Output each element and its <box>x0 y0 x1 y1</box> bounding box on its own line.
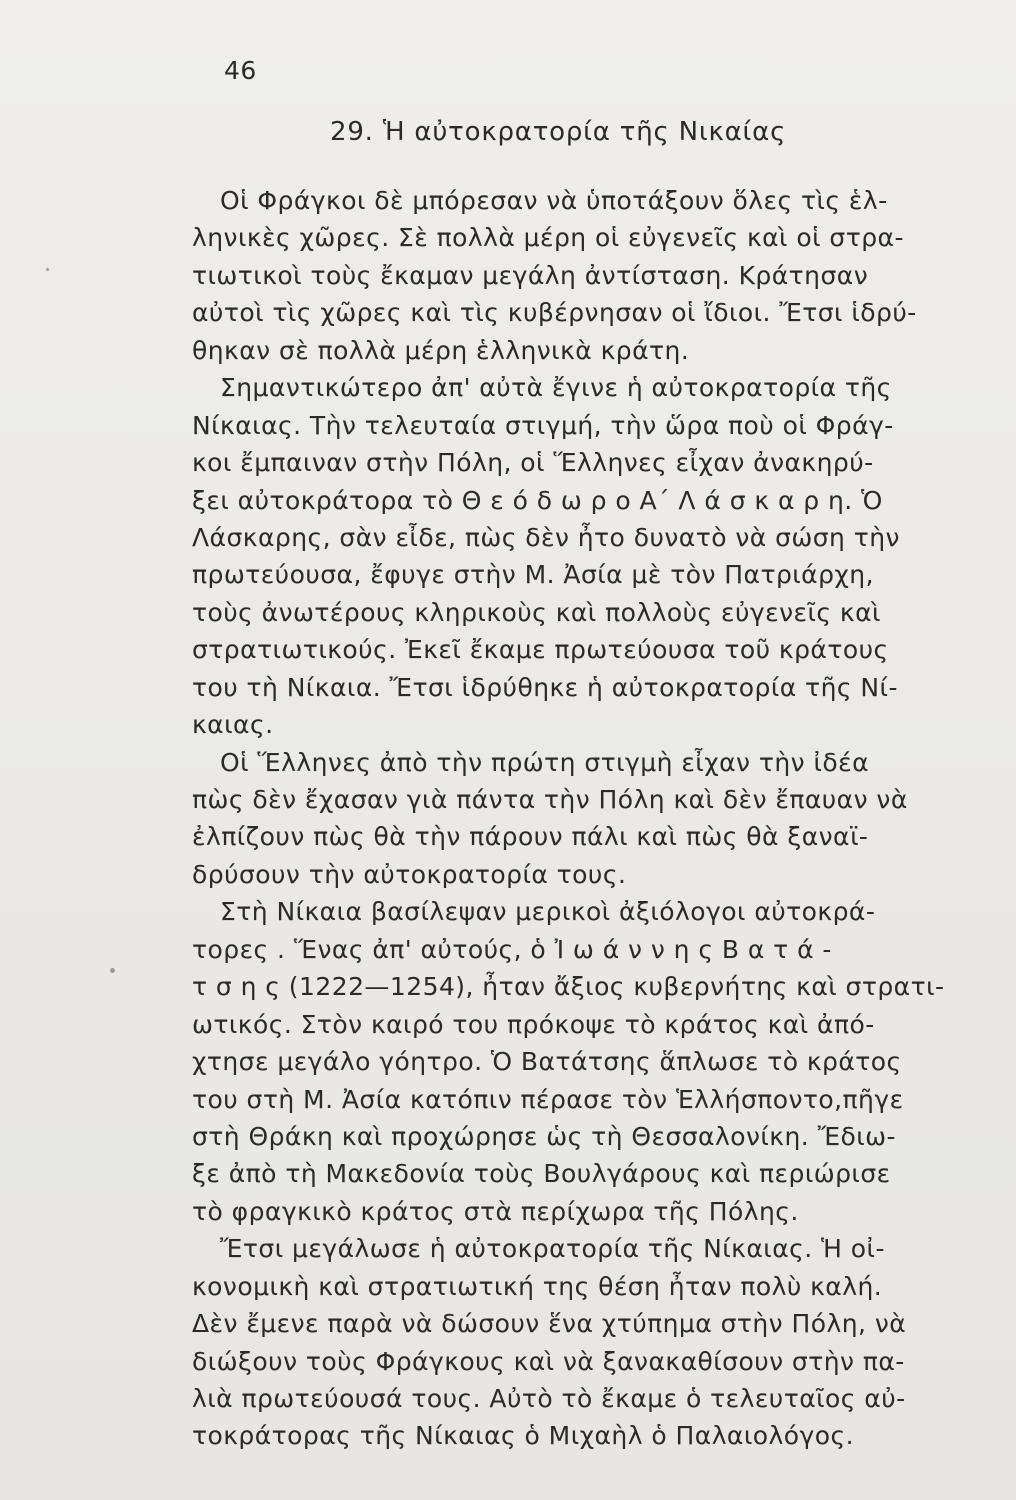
text-line: λιὰ πρωτεύουσά τους. Αὐτὸ τὸ ἔκαμε ὁ τελευταῖος αὐ- <box>192 1384 906 1413</box>
text-line: ξει αὐτοκράτορα τὸ Θ ε ό δ ω ρ ο Α΄ Λ ά σ κ α ρ η. Ὁ <box>192 485 883 515</box>
text-line: ληνικὲς χῶρες. Σὲ πολλὰ μέρη οἱ εὐγενεῖς καὶ οἱ στρα- <box>192 223 904 253</box>
text-line: χτησε μεγάλο γόητρο. Ὁ Βατάτσης ἅπλωσε τὸ κράτος <box>192 1047 902 1077</box>
text-line: πρωτεύουσα, ἔφυγε στὴν Μ. Ἀσία μὲ τὸν Πατριάρχη, <box>192 560 875 590</box>
text-line: καιας. <box>192 710 274 740</box>
text-line: τοκράτορας τῆς Νίκαιας ὁ Μιχαὴλ ὁ Παλαιολόγος. <box>192 1421 855 1451</box>
text-line: Στὴ Νίκαια βασίλεψαν μερικοὶ ἀξιόλογοι αὐτοκρά- <box>220 897 876 927</box>
text-line: θηκαν σὲ πολλὰ μέρη ἑλληνικὰ κράτη. <box>192 335 690 365</box>
text-line: ωτικός. Στὸν καιρό του πρόκοψε τὸ κράτος καὶ ἀπό- <box>192 1009 875 1039</box>
text-line: διώξουν τοὺς Φράγκους καὶ νὰ ξανακαθίσουν στὴν πα- <box>192 1346 905 1376</box>
text-line: τιωτικοὶ τοὺς ἔκαμαν μεγάλη ἀντίσταση. Κράτησαν <box>192 260 869 290</box>
text-line: Οἱ Ἕλληνες ἀπὸ τὴν πρώτη στιγμὴ εἶχαν τὴν ἰδέα <box>220 747 869 777</box>
text-line: Δὲν ἔμενε παρὰ νὰ δώσουν ἕνα χτύπημα στὴν Πόλη, νὰ <box>192 1309 907 1339</box>
text-line: πὼς δὲν ἔχασαν γιὰ πάντα τὴν Πόλη καὶ δὲν ἔπαυαν νὰ <box>192 785 908 814</box>
chapter-title: 29. Ἡ αὐτοκρατορία τῆς Νικαίας <box>330 117 787 147</box>
text-line: δρύσουν τὴν αὐτοκρατορία τους. <box>192 859 627 889</box>
text-line: Οἱ Φράγκοι δὲ μπόρεσαν νὰ ὑποτάξουν ὅλες τὶς ἑλ- <box>220 186 888 215</box>
body-text <box>192 182 967 1455</box>
text-line: Σημαντικώτερο ἀπ' αὐτὰ ἔγινε ἡ αὐτοκρατορία τῆς <box>220 373 892 403</box>
text-line: τὸ φραγκικὸ κράτος στὰ περίχωρα τῆς Πόλης. <box>192 1196 799 1226</box>
text-line: Ἔτσι μεγάλωσε ἡ αὐτοκρατορία τῆς Νίκαιας. Ἡ οἰ- <box>220 1234 885 1264</box>
paper-speck <box>110 968 115 973</box>
text-line: στρατιωτικούς. Ἐκεῖ ἔκαμε πρωτεύουσα τοῦ κράτους <box>192 635 889 665</box>
text-line: του στὴ Μ. Ἀσία κατόπιν πέρασε τὸν Ἑλλήσποντο,πῆγε <box>192 1084 904 1114</box>
text-line: κοι ἔμπαιναν στὴν Πόλη, οἱ Ἕλληνες εἶχαν ἀνακηρύ- <box>192 448 874 478</box>
paper-speck <box>46 268 49 271</box>
text-line: ἐλπίζουν πὼς θὰ τὴν πάρουν πάλι καὶ πὼς θὰ ξαναϊ- <box>192 822 869 852</box>
text-line: Λάσκαρης, σὰν εἶδε, πὼς δὲν ἦτο δυνατὸ νὰ σώση τὴν <box>192 522 900 552</box>
text-line: Νίκαιας. Τὴν τελευταία στιγμή, τὴν ὥρα ποὺ οἱ Φράγ- <box>192 410 894 440</box>
text-line: τορες . Ἕνας ἀπ' αὐτούς, ὁ Ἰ ω ά ν ν η ς Β α τ ά - <box>192 934 832 964</box>
text-line: ξε ἀπὸ τὴ Μακεδονία τοὺς Βουλγάρους καὶ περιώρισε <box>192 1159 891 1189</box>
text-line: αὐτοὶ τὶς χῶρες καὶ τὶς κυβέρνησαν οἱ ἴδιοι. Ἔτσι ἱδρύ- <box>192 298 917 328</box>
page-number: 46 <box>224 56 257 85</box>
text-line: του τὴ Νίκαια. Ἔτσι ἱδρύθηκε ἡ αὐτοκρατορία τῆς Νί- <box>192 672 898 702</box>
text-line: τοὺς ἀνωτέρους κληρικοὺς καὶ πολλοὺς εὐγενεῖς καὶ <box>192 597 881 627</box>
text-line: στὴ Θράκη καὶ προχώρησε ὡς τὴ Θεσσαλονίκη. Ἔδιω- <box>192 1121 896 1151</box>
text-line: τ σ η ς (1222—1254), ἦταν ἄξιος κυβερνήτης καὶ στρατι- <box>192 972 945 1002</box>
text-line: κονομικὴ καὶ στρατιωτική της θέση ἦταν πολὺ καλή. <box>192 1271 883 1301</box>
